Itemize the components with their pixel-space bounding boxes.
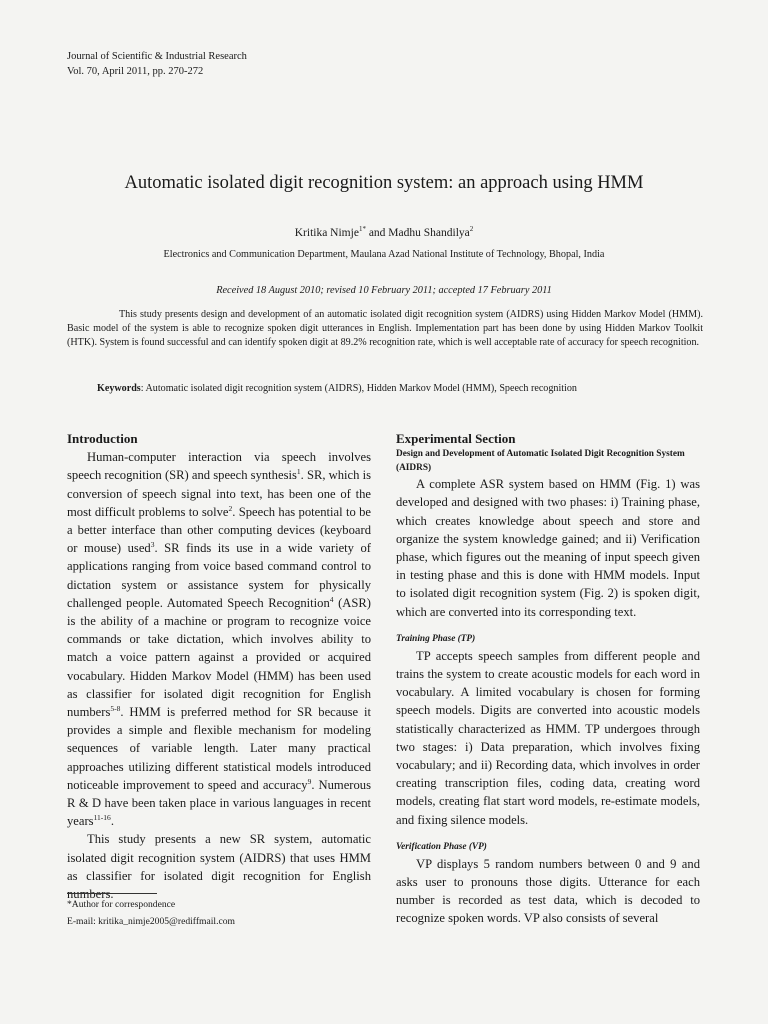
author-line xyxy=(0,225,768,239)
keywords-label: Keywords xyxy=(97,383,141,394)
citation: 4 xyxy=(329,594,334,604)
journal-volume: Vol. 70, April 2011, pp. 270-272 xyxy=(67,66,204,77)
abstract: This study presents design and development of an automatic isolated digit recognition system (AIDRS) using Hidden Markov Model (HMM). Basic model of the system is able to recognize spoken digit utterances in English. Implementation part has been done by using Hidden Markov Toolkit (HTK). System is found successful and can identify spoken digit at 89.2% recognition rate, which is well acceptable rate of accuracy for speech recognition. xyxy=(67,309,703,349)
citation: 3 xyxy=(150,540,155,550)
citation: 9 xyxy=(307,776,312,786)
submission-dates: Received 18 August 2010; revised 10 February 2011; accepted 17 February 2011 xyxy=(216,285,552,296)
intro-text: (ASR) is the ability of a machine or program to recognize voice commands or take dictation, which involves ability to match a voice pattern against a provided or acquired vocabulary. Hidden Markov Model (HMM) has been used as classifier for isolated digit recognition for English numbers xyxy=(67,595,371,720)
introduction-paragraph-2: This study presents a new SR system, automatic isolated digit recognition system (AIDRS) that uses HMM as classifier for isolated digit recognition for English numbers. xyxy=(67,832,371,902)
paper-title: Automatic isolated digit recognition system: an approach using HMM xyxy=(124,173,644,193)
intro-text: . SR finds its use in a wide variety of applications ranging from voice based command control to dictation system or assistance system for physically challenged people. Automated Speech Recognition xyxy=(67,541,371,610)
journal-name: Journal of Scientific & Industrial Research xyxy=(67,51,247,62)
intro-text: . xyxy=(110,814,114,829)
author-2-mark: 2 xyxy=(469,225,474,233)
training-phase-paragraph: TP accepts speech samples from different people and trains the system to create acoustic models for each word in vocabulary. A limited vocabulary is chosen for forming speech models. Digits are converted into acoustic models statistically characterized as HMM. TP undergoes through two stages: i) Data preparation, which involves fixing vocabulary; and ii) Recording data, which involves in order creating transcription files, coding data, creating word models, creating flat start word models, re-estimate models, and fixing silence models. xyxy=(396,648,700,827)
author-email: E-mail: kritika_nimje2005@rediffmail.com xyxy=(67,916,235,927)
intro-text: . SR, which is conversion of speech signal into text, has been one of the most difficult problems to solve xyxy=(67,468,372,519)
verification-phase-heading: Verification Phase (VP) xyxy=(396,841,487,852)
introduction-heading: Introduction xyxy=(67,431,138,446)
training-phase-heading: Training Phase (TP) xyxy=(396,633,476,644)
intro-text: . Numerous R & D have been taken place in various languages in recent years xyxy=(67,777,371,829)
affiliation: Electronics and Communication Department, Maulana Azad National Institute of Technology, Bhopal, India xyxy=(163,249,605,260)
citation: 2 xyxy=(228,503,233,513)
keywords xyxy=(97,383,707,394)
footnote-rule xyxy=(67,893,157,894)
introduction-paragraph-1 xyxy=(67,448,371,830)
design-paragraph: A complete ASR system based on HMM (Fig. 1) was developed and designed with two phases: i) Training phase, which creates knowledge about speech and store and organize the system knowledge gained; and ii) Verification phase, which figures out the meaning of input speech given in testing phase and this is done with HMM models. Input to isolated digit recognition system (Fig. 2) is spoken digit, which are converted into its corresponding text. xyxy=(396,477,700,619)
footnote xyxy=(67,896,235,930)
design-subheading: Design and Development of Automatic Isolated Digit Recognition System (AIDRS) xyxy=(396,449,685,473)
citation: 11-16 xyxy=(93,813,111,823)
journal-header xyxy=(67,49,247,79)
experimental-section-heading: Experimental Section xyxy=(396,431,516,446)
citation: 1 xyxy=(296,467,301,477)
verification-phase-paragraph: VP displays 5 random numbers between 0 and 9 and asks user to pronouns those digits. Utterance for each number is recorded as test data, which is decoded to recognize spoken words. VP also consists of several xyxy=(396,856,700,926)
intro-text: . HMM is preferred method for SR because it provides a simple and flexible mechanism for modeling sequences of variable length. Later many practical approaches utilizing different statistical models introduced noticeable improvement to speed and accuracy xyxy=(67,705,371,792)
correspondence-note: *Author for correspondence xyxy=(67,899,176,910)
author-1-mark: 1* xyxy=(358,225,366,233)
author-conjunction: and xyxy=(365,226,389,239)
keywords-text: : Automatic isolated digit recognition system (AIDRS), Hidden Markov Model (HMM), Speech recognition xyxy=(140,383,577,394)
left-column xyxy=(67,430,371,903)
author-1: Kritika Nimje xyxy=(294,226,359,239)
intro-text: Human-computer interaction via speech involves speech recognition (SR) and speech synthesis xyxy=(67,450,371,483)
citation: 5-8 xyxy=(110,703,121,713)
author-2: Madhu Shandilya xyxy=(388,226,470,239)
intro-text: . Speech has potential to be a better interface than other computing devices (keyboard or mouse) used xyxy=(67,504,371,556)
right-column xyxy=(396,430,700,928)
